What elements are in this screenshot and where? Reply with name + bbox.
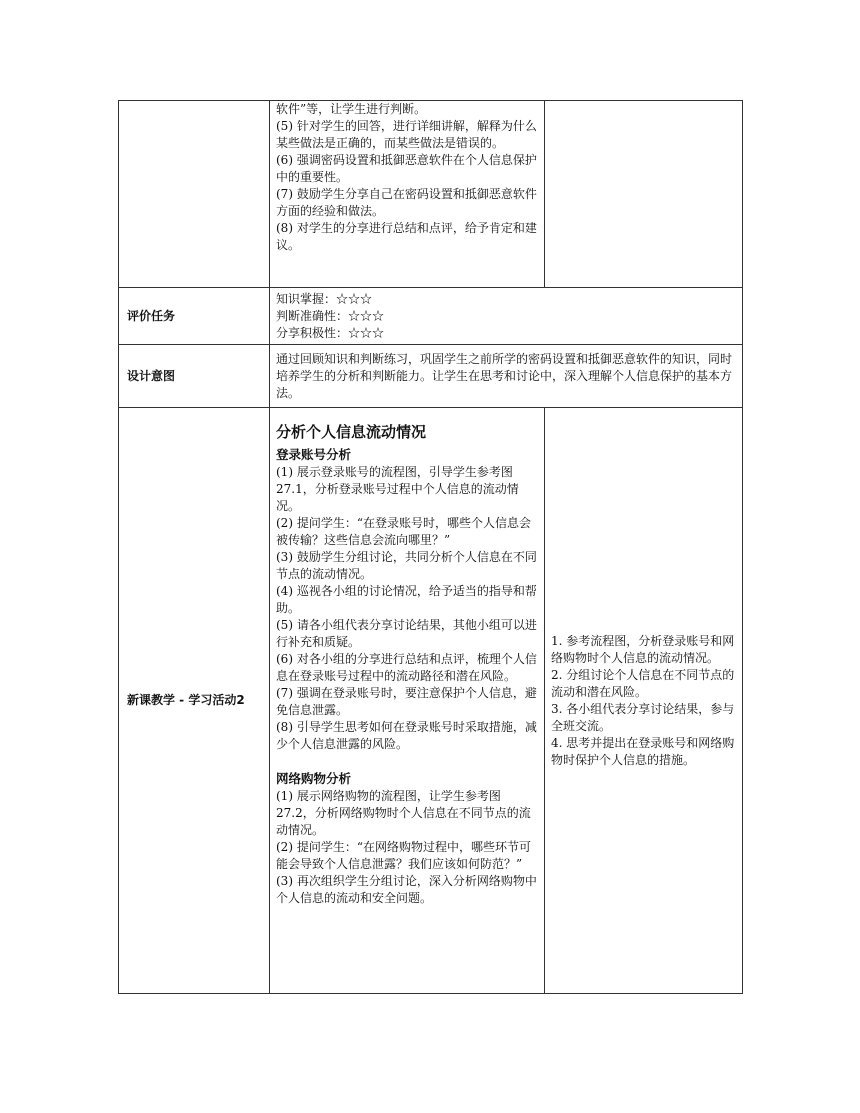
evaluation-item: 分享积极性：☆☆☆ — [276, 325, 385, 340]
activity-2-student-cell — [545, 408, 743, 994]
login-step: (4) 巡视各小组的讨论情况，给予适当的指导和帮助。 — [276, 584, 537, 615]
evaluation-content — [270, 288, 743, 345]
table-row-activity-2 — [119, 408, 743, 994]
design-intent-text: 通过回顾知识和判断练习，巩固学生之前所学的密码设置和抵御恶意软件的知识，同时培养学生的分析和判断能力。让学生在思考和讨论中，深入理解个人信息保护的基本方法。 — [270, 345, 743, 408]
student-step: 4. 思考并提出在登录账号和网络购物时保护个人信息的措施。 — [551, 735, 735, 767]
student-step: 2. 分组讨论个人信息在不同节点的流动和潜在风险。 — [551, 667, 735, 699]
shopping-step: (3) 再次组织学生分组讨论，深入分析网络购物中个人信息的流动和安全问题。 — [276, 874, 537, 905]
activity-2-teacher-cell — [270, 408, 545, 994]
design-intent-label: 设计意图 — [119, 345, 270, 408]
section-spacer — [276, 753, 538, 770]
login-step: (1) 展示登录账号的流程图，引导学生参考图 27.1，分析登录账号过程中个人信息的流动情况。 — [276, 465, 519, 513]
login-step: (8) 引导学生思考如何在登录账号时采取措施，减少个人信息泄露的风险。 — [276, 720, 537, 751]
section-title-login: 登录账号分析 — [276, 447, 352, 462]
shopping-step: (2) 提问学生：“在网络购物过程中，哪些环节可能会导致个人信息泄露？我们应该如何防范？” — [276, 840, 531, 871]
teacher-line: 软件”等，让学生进行判断。 — [276, 102, 427, 116]
teacher-line: (5) 针对学生的回答，进行详细讲解，解释为什么某些做法是正确的，而某些做法是错误的。 — [276, 119, 537, 150]
login-step: (7) 强调在登录账号时，要注意保护个人信息，避免信息泄露。 — [276, 686, 537, 717]
student-activity-cell-empty — [545, 101, 743, 288]
section-title-shopping: 网络购物分析 — [276, 771, 352, 786]
student-step: 1. 参考流程图，分析登录账号和网络购物时个人信息的流动情况。 — [551, 633, 735, 665]
login-step: (3) 鼓励学生分组讨论，共同分析个人信息在不同节点的流动情况。 — [276, 550, 537, 581]
student-step: 3. 各小组代表分享讨论结果，参与全班交流。 — [551, 701, 735, 733]
table-row-continued-activity — [119, 101, 743, 288]
activity-2-title: 分析个人信息流动情况 — [276, 423, 427, 441]
teacher-line: (7) 鼓励学生分享自己在密码设置和抵御恶意软件方面的经验和做法。 — [276, 187, 537, 218]
teacher-activity-cell — [270, 101, 545, 288]
evaluation-label: 评价任务 — [119, 288, 270, 345]
table-row-design-intent — [119, 345, 743, 408]
label-cell-empty — [119, 101, 270, 288]
lesson-plan-table — [118, 100, 743, 994]
login-step: (2) 提问学生：“在登录账号时，哪些个人信息会被传输？这些信息会流向哪里？” — [276, 516, 531, 547]
login-step: (5) 请各小组代表分享讨论结果，其他小组可以进行补充和质疑。 — [276, 618, 537, 649]
evaluation-item: 知识掌握：☆☆☆ — [276, 291, 373, 306]
activity-2-label: 新课教学 - 学习活动2 — [119, 408, 270, 994]
login-step: (6) 对各小组的分享进行总结和点评，梳理个人信息在登录账号过程中的流动路径和潜在风险。 — [276, 652, 537, 683]
teacher-line: (8) 对学生的分享进行总结和点评，给予肯定和建议。 — [276, 221, 537, 252]
evaluation-item: 判断准确性：☆☆☆ — [276, 308, 385, 323]
teacher-line: (6) 强调密码设置和抵御恶意软件在个人信息保护中的重要性。 — [276, 153, 537, 184]
shopping-step: (1) 展示网络购物的流程图，让学生参考图 27.2，分析网络购物时个人信息在不同节点的流动情况。 — [276, 789, 531, 837]
table-row-evaluation — [119, 288, 743, 345]
